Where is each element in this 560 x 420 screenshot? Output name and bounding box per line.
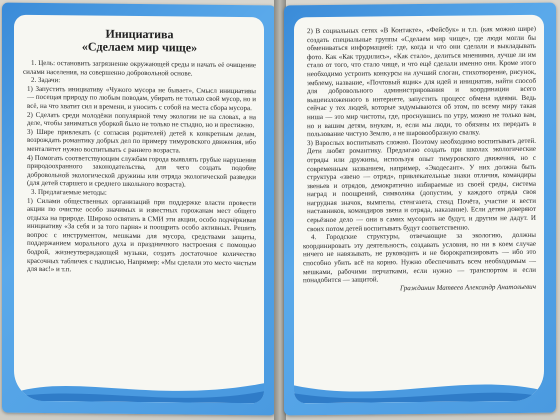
author-signature: Гражданин Матвеев Александр Анатольевич — [399, 282, 536, 293]
right-page-paper — [294, 15, 544, 404]
right-text-body — [303, 25, 536, 294]
paragraph: 2. Задачи: — [31, 76, 61, 85]
paragraph: 1. Цель: остановить загрязнение окружающей среды и начать её очищение силами населения, на совершенно добровольной основе. — [23, 58, 256, 78]
paragraph: 1) Силами общественных организаций при поддержке власти провести акции по очистке особо значимых и известных горожанам мест общего отдыха на природе. Широко освятить в СМИ эти акции, особо подчёркивая инициативу «За себя и за того парня» и поощрить особо активных. Решить вопрос с инструментом, мешками для мусора, средствами защиты, поддержанием морального духа и праздничного настроения с помощью бодрой, жизнеутверждающей музыки, создать достаточное количество красочных табличек с надписью, Например: «Мы сделали это место чистым для вас!» и т.п. — [27, 196, 256, 274]
paragraph: 3) Взрослых воспитывать сложно. Поэтому необходимо воспитывать детей. Дети любят романтику. Предлагаю создать при школах экологические отряды или дружины, используя опыт тимуровского движения, но с современным названием, например, «Экодесант». У них должна быть структура «звено — отряд», привлекательные знаки отличия, командиры звеньев и отрядов, демократично избираемые из своей среды, система наград и поощрений, символика (допустим, у каждого отряда своя нагрудная значок, вымпелы, стенгазета, стенд Почёта, участие и вести наставников, командиров звена и отряда, наказание). Если детям доверяют серьёзное дело — они в самих мусорить не будут, и другим не дадут. И своих потом детей воспитывать будут соответственно. — [307, 136, 536, 233]
paragraph: 4. Городские структуры, отвечающие за экологию, должны координировать эту деятельность, создавать условия, но ни в коем случае ничего не навязывать, не руководить и не бюрократизировать — ибо это способно убить всё на корню. Нужно обеспечивать всем необходимым — мешками, рабочими перчатками, если нужно — транспортом и если понадобится — защитой. — [303, 231, 536, 285]
left-title-block — [23, 27, 256, 55]
left-wave-decoration — [14, 363, 264, 404]
paragraph: 2) В социальных сетях «В Контакте», «Фейсбук» и т.п. (как можно шире) создать специальные группы «Сделаем мир чище», где люди могли бы обмениваться информацией: где, когда и что они сделали и выкладывать фото. Как «Как трудились», «Как стало», делиться мнениями, лучше ли им стало от того, что стало чище, и что ещё сделали именно они. Кроме этого необходимо устроить конкурсы на лучший слоган, стихотворение, рисунок, эмблему, название, «Почтовый ящик» для идей и инициатив, найти способ для добровольного администрирования и координации всего вышеизложенного в интернете, запустить процесс обмена идеями. Ведь сейчас у тех людей, которые задумываются об этом, по всему миру такая ниша — это мир чистоты, где, проснувшись по утру, можно не только вам, но и вашим детям, внукам, и, если мы люди, то обязаны их передать в пользование чистую Землю, а не шаровообразную свалку. — [307, 24, 536, 139]
paragraph: 2) Сделать среди молодёжи популярной тему экологии не на словах, а на деле, чтобы заниматься уборкой было не только не стыдно, но и престижно. — [27, 110, 256, 130]
left-text-body — [23, 59, 256, 276]
left-page-paper — [14, 15, 264, 404]
right-page — [284, 3, 556, 416]
paragraph: 3. Предлагаемые методы: — [31, 187, 107, 197]
title-line2: «Сделаем мир чище» — [81, 39, 198, 55]
right-wave-decoration — [294, 363, 544, 404]
paragraph: 3) Шире привлекать (с согласия родителей) детей к конкретным делам, возрождать романтику добрых дел по примеру тимуровского движения, ибо менталитет нужно воспитывать с раннего возраста. — [27, 127, 256, 155]
paragraph: 1) Запустить инициативу «Чужого мусора не бывает», Смысл инициативы — посещая природу по любым поводам, убирать не только свой мусор, но и всё, на что хватит сил и времени, и уносить с собой на места сбора мусора. — [27, 84, 256, 113]
left-page — [2, 3, 276, 416]
paragraph: 4) Помогать соответствующим службам города выявлять грубые нарушения природоохранного законодательства, для чего создать подобие добровольной экологической дружины или отряда экологической разведки (для детей старшего и среднего школьного возраста). — [27, 153, 256, 189]
title-line1: Инициатива — [105, 26, 174, 42]
